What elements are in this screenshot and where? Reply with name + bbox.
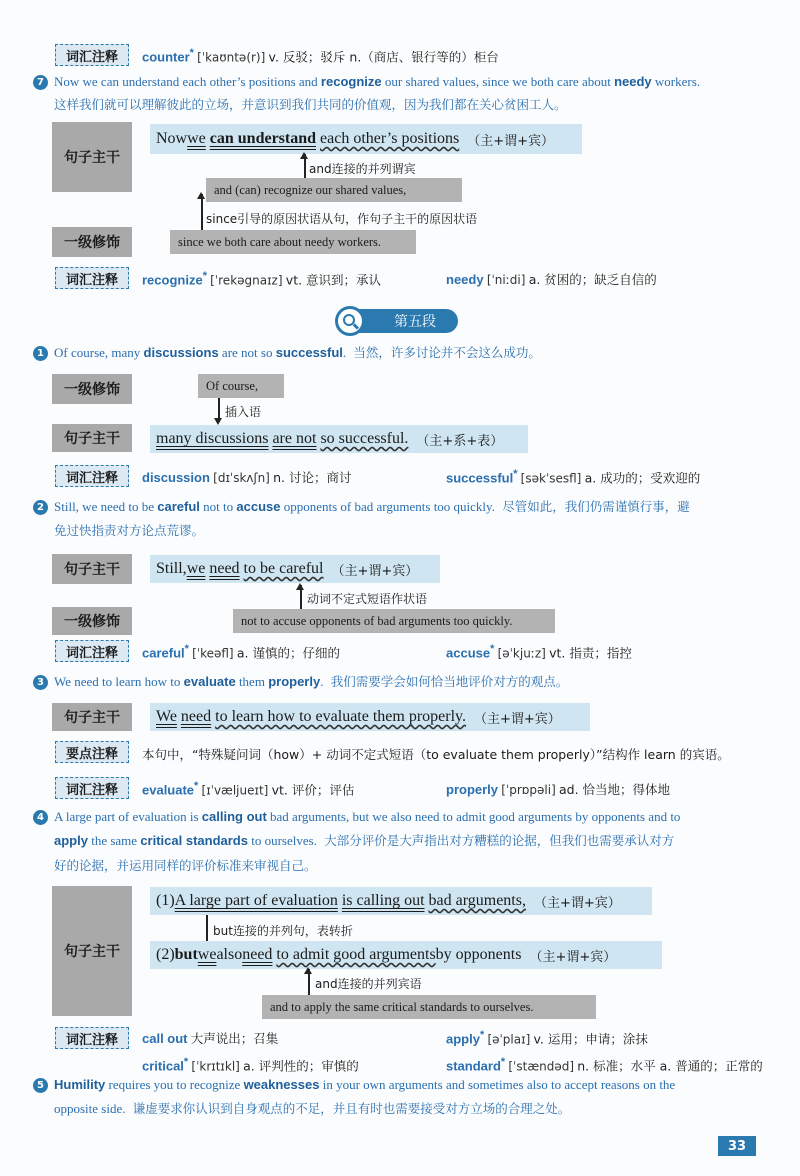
sentence-number: 4 [33, 810, 48, 825]
clause-object: to be careful [243, 560, 324, 577]
clause-predicate: is calling out [341, 892, 425, 909]
main-clause-2 [150, 941, 662, 969]
modifier-clause: since we both care about needy workers. [170, 230, 416, 254]
sentence-en [54, 808, 762, 826]
label-main: 句子主干 [52, 424, 132, 452]
main-clause-1 [150, 887, 652, 915]
grammar-note: but连接的并列句，表转折 [213, 924, 353, 938]
vocab-def: a. 评判性的；审慎的 [243, 1058, 359, 1074]
keyword: weaknesses [243, 1077, 320, 1092]
vocab-accuse [446, 643, 632, 661]
vocab-word: counter [142, 49, 190, 65]
label-main: 句子主干 [52, 554, 132, 584]
en-text: Still, we need to be [54, 499, 158, 514]
vocab-needy [446, 270, 657, 288]
vocab-def: vt. 评价；评估 [271, 782, 355, 798]
clause-text: Still, [156, 560, 187, 577]
vocab-word: apply [446, 1031, 480, 1047]
vocab-standard [446, 1056, 763, 1074]
keyword: apply [54, 833, 88, 848]
vocab-def: n. 标准；水平 a. 普通的；正常的 [577, 1058, 763, 1074]
vocab-def: a. 成功的；受欢迎的 [584, 470, 701, 486]
clause-object: bad arguments, [428, 892, 526, 909]
vocab-star: * [184, 643, 189, 655]
clause-object: to admit good arguments [276, 946, 436, 963]
vocab-phonetic: [ˈkeəfl] [192, 646, 234, 661]
vocab-def: n. 讨论；商讨 [273, 470, 352, 485]
en-text: A large part of evaluation is [54, 809, 202, 824]
vocab-star: * [189, 47, 194, 59]
sentence-en [54, 73, 762, 91]
vocab-phonetic: [əˈkjuːz] [497, 646, 546, 661]
vocab-def: vt. 指责；指控 [549, 645, 632, 661]
vocab-phonetic: [ˈstændəd] [508, 1059, 574, 1074]
grammar-note: since引导的原因状语从句，作句子主干的原因状语 [206, 212, 478, 226]
en-text: Of course, many [54, 345, 144, 360]
modifier-clause: not to accuse opponents of bad arguments too quickly. [233, 609, 555, 633]
grammar-note: and连接的并列谓宾 [309, 162, 416, 176]
clause-subject: A large part of evaluation [174, 892, 338, 909]
vocab-phonetic: [ɪˈvæljueɪt] [201, 783, 269, 798]
vocab-word: needy [446, 272, 484, 287]
keyword: accuse [236, 499, 281, 514]
en-text: . [320, 674, 324, 689]
vocab-apply [446, 1029, 648, 1047]
vocab-word: evaluate [142, 782, 195, 798]
modifier-clause: Of course, [198, 374, 284, 398]
vocab-call-out [142, 1029, 278, 1047]
keyword: discussions [143, 345, 219, 360]
main-clause [150, 124, 582, 154]
sentence-en [54, 1100, 762, 1118]
connector-line [201, 194, 203, 230]
vocab-star: * [490, 643, 495, 655]
clause-text: also [216, 946, 243, 963]
label-main: 句子主干 [52, 886, 132, 1016]
en-text: our shared values, since we both care about [381, 74, 615, 89]
sentence-zh: 免过快指责对方论点荒谬。 [54, 523, 205, 538]
vocab-word: standard [446, 1058, 501, 1074]
keyword: recognize [320, 74, 382, 89]
sentence-en [54, 673, 762, 691]
vocab-word: careful [142, 645, 185, 661]
key-note-text: 本句中，“特殊疑问词（how）+ 动词不定式短语（to evaluate them properly）”结构作 learn 的宾语。 [142, 747, 730, 762]
en-text: in your own arguments and sometimes also to accept reasons on the [319, 1077, 676, 1092]
sentence-en [54, 832, 762, 850]
clause-subject: we [187, 130, 206, 147]
page-number: 33 [718, 1136, 756, 1156]
en-text: opponents of bad arguments too quickly. [280, 499, 495, 514]
vocab-tag: 词汇注释 [55, 777, 129, 799]
vocab-critical [142, 1056, 359, 1074]
magnifier-icon [335, 306, 365, 336]
vocab-discussion [142, 468, 351, 486]
sentence-zh: 这样我们就可以理解彼此的立场，并意识到我们共同的价值观，因为我们都在关心贫困工人。 [54, 97, 567, 112]
vocab-tag: 词汇注释 [55, 640, 129, 662]
vocab-def: v. 反驳；驳斥 n.（商店、银行等的）柜台 [268, 49, 499, 65]
grammar-note: and连接的并列宾语 [315, 977, 422, 991]
sentence-en [54, 344, 762, 362]
keyword: careful [157, 499, 200, 514]
grammar-note: 插入语 [225, 405, 262, 419]
main-clause [150, 555, 440, 583]
sentence-en [54, 498, 762, 516]
main-clause [150, 703, 590, 731]
arrow-up-icon [197, 192, 205, 199]
en-text: to ourselves. [247, 833, 317, 848]
vocab-phonetic: [ˈrekəgnaɪz] [210, 273, 283, 288]
clause-pattern: （主+谓+宾） [474, 711, 561, 727]
vocab-def: v. 运用；申请；涂抹 [533, 1031, 648, 1047]
en-text: requires you to recognize [105, 1077, 244, 1092]
vocab-def: 大声说出；召集 [190, 1031, 279, 1046]
clause-pattern: （主+谓+宾） [533, 895, 621, 911]
sentence-number: 7 [33, 75, 48, 90]
sentence-number: 1 [33, 346, 48, 361]
vocab-def: vt. 意识到；承认 [285, 272, 382, 288]
vocab-word: discussion [142, 470, 210, 485]
label-modifier: 一级修饰 [52, 227, 132, 257]
clause-index: (2) [156, 946, 175, 963]
vocab-phonetic: [əˈplaɪ] [487, 1032, 531, 1047]
vocab-properly [446, 780, 670, 798]
arrow-down-icon [214, 418, 222, 425]
sentence-zh: 好的论据，并运用同样的评价标准来审视自己。 [54, 858, 317, 873]
vocab-star: * [202, 270, 207, 282]
keyword: properly [268, 674, 321, 689]
vocab-word: successful [446, 470, 514, 486]
label-modifier: 一级修饰 [52, 374, 132, 404]
vocab-tag: 词汇注释 [55, 44, 129, 66]
vocab-tag: 词汇注释 [55, 267, 129, 289]
keyword: needy [614, 74, 652, 89]
vocab-phonetic: [ˈniːdi] [486, 273, 526, 287]
en-text: are not so [218, 345, 276, 360]
clause-subject: many discussions [156, 430, 269, 447]
keyword: calling out [201, 809, 267, 824]
sentence-number: 3 [33, 675, 48, 690]
sentence-zh: 尽管如此，我们仍需谨慎行事，避 [502, 499, 690, 514]
en-text: . [342, 345, 347, 360]
vocab-def: ad. 恰当地；得体地 [559, 782, 671, 797]
vocab-word: call out [142, 1031, 188, 1046]
arrow-up-icon [296, 583, 304, 590]
vocab-successful [446, 468, 700, 486]
sentence-zh: 当然，许多讨论并不会这么成功。 [353, 345, 541, 360]
en-text: the same [87, 833, 141, 848]
arrow-up-icon [304, 967, 312, 974]
vocab-phonetic: [səkˈsesfl] [520, 471, 582, 486]
label-main: 句子主干 [52, 122, 132, 192]
vocab-def: a. 贫困的；缺乏自信的 [528, 272, 657, 287]
clause-subject: we [197, 946, 217, 963]
arrow-up-icon [300, 152, 308, 159]
vocab-def: a. 谨慎的；仔细的 [236, 645, 340, 661]
clause-object: each other’s positions [320, 130, 460, 147]
en-text: Now we can understand each other’s positions and [54, 74, 321, 89]
connector-line [218, 398, 220, 420]
en-text: We need to learn how to [54, 674, 184, 689]
vocab-star: * [500, 1056, 506, 1068]
label-main: 句子主干 [52, 703, 132, 731]
clause-predicate: need [180, 708, 212, 725]
keyword: successful [275, 345, 343, 360]
vocab-star: * [513, 468, 518, 480]
keyword: critical standards [140, 833, 248, 848]
connector-line [206, 915, 208, 941]
keyword: evaluate [183, 674, 236, 689]
grammar-note: 动词不定式短语作状语 [307, 592, 428, 606]
clause-text: Now [156, 130, 188, 147]
sentence-number: 2 [33, 500, 48, 515]
sentence-number: 5 [33, 1078, 48, 1093]
vocab-tag: 词汇注释 [55, 465, 129, 487]
clause-object: so successful. [320, 430, 409, 447]
vocab-counter [142, 47, 499, 65]
en-text: not to [199, 499, 237, 514]
en-text: opposite side. [54, 1101, 126, 1116]
vocab-phonetic: [ˈkrɪtɪkl] [191, 1059, 240, 1074]
clause-predicate: are not [272, 430, 317, 447]
vocab-star: * [183, 1056, 189, 1068]
modifier-clause: and (can) recognize our shared values, [206, 178, 462, 202]
section-title: 第五段 [394, 314, 436, 330]
modifier-clause: and to apply the same critical standards to ourselves. [262, 995, 596, 1019]
key-note-tag: 要点注释 [55, 741, 129, 763]
sentence-en [54, 1076, 762, 1094]
clause-pattern: （主+谓+宾） [331, 563, 419, 579]
clause-predicate: need [242, 946, 273, 963]
vocab-evaluate [142, 780, 354, 798]
clause-predicate: need [209, 560, 240, 577]
vocab-recognize [142, 270, 381, 288]
en-text: them [235, 674, 269, 689]
clause-pattern: （主+谓+宾） [467, 133, 555, 149]
clause-object: to learn how to evaluate them properly. [215, 708, 466, 725]
vocab-phonetic: [dɪˈskʌʃn] [213, 471, 270, 485]
vocab-word: properly [446, 782, 499, 797]
clause-text: by opponents [435, 946, 522, 963]
vocab-tag: 词汇注释 [55, 1027, 129, 1049]
clause-pattern: （主+系+表） [416, 433, 504, 449]
clause-subject: We [156, 708, 177, 725]
vocab-careful [142, 643, 340, 661]
clause-conjunction: but [174, 946, 198, 963]
clause-subject: we [186, 560, 206, 577]
sentence-zh: 我们需要学会如何恰当地评价对方的观点。 [330, 674, 569, 689]
clause-index: (1) [156, 892, 175, 909]
vocab-word: recognize [142, 272, 203, 288]
en-text: bad arguments, but we also need to admit good arguments by opponents and to [266, 809, 681, 824]
keyword: Humility [54, 1077, 106, 1092]
vocab-star: * [479, 1029, 485, 1041]
main-clause [150, 425, 528, 453]
vocab-phonetic: [ˈkaʊntə(r)] [197, 50, 266, 65]
label-modifier: 一级修饰 [52, 607, 132, 635]
vocab-phonetic: [ˈprɒpəli] [501, 783, 556, 797]
sentence-zh: 大部分评价是大声指出对方糟糕的论据，但我们也需要承认对方 [324, 833, 675, 848]
vocab-star: * [194, 780, 199, 792]
en-text: workers. [651, 74, 701, 89]
sentence-zh: 谦虚要求你认识到自身观点的不足，并且有时也需要接受对方立场的合理之处。 [132, 1101, 571, 1116]
clause-pattern: （主+谓+宾） [529, 949, 617, 965]
vocab-word: accuse [446, 645, 491, 661]
clause-predicate: can understand [209, 130, 317, 147]
vocab-word: critical [142, 1058, 184, 1074]
